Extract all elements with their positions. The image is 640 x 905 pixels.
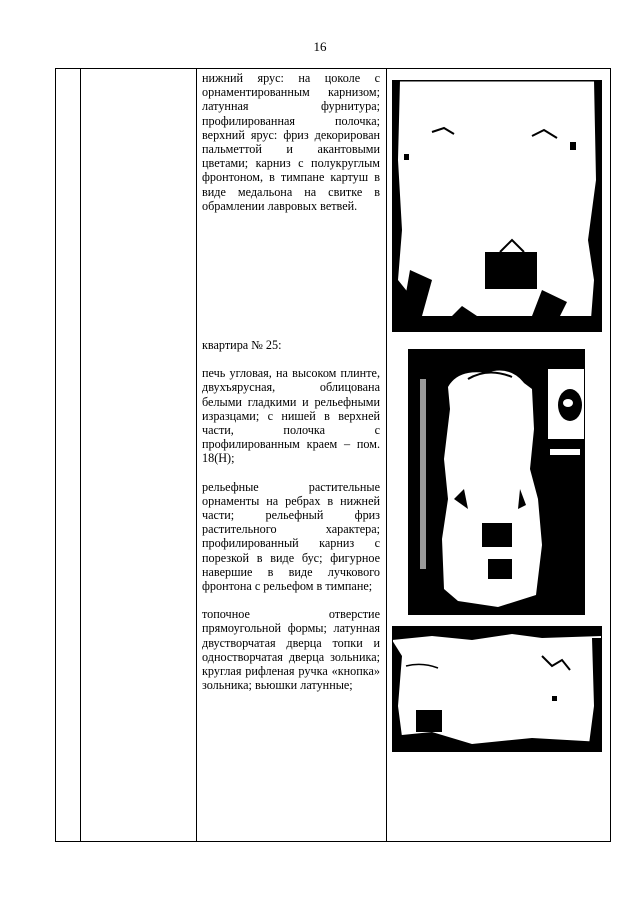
column-divider (386, 68, 387, 842)
description-paragraph: печь угловая, на высоком плинте, двухъярусная, облицована белыми гладкими и рельефными изразцами; с нишей в верхней части, полочка с профилированным краем – пом. 18(Н); (202, 366, 380, 466)
column-divider (80, 68, 81, 842)
description-paragraph: рельефные растительные орнаменты на ребрах в нижней части; рельефный фриз растительного характера; профилированный карниз с порезкой в виде бус; фигурное навершие в виде лучкового фронтона с рельефом в тимпане; (202, 479, 380, 594)
apartment-heading: квартира № 25: (202, 338, 282, 352)
photo-stove-firebox-doors (392, 626, 602, 752)
photo-stove-upper-tier (392, 80, 602, 332)
description-upper-tier (202, 71, 380, 227)
description-paragraph: топочное отверстие прямоугольной формы; латунная двустворчатая дверца топки и одностворчатая дверца зольника; круглая рифленая ручка «кнопка» зольника; вьюшки латунные; (202, 607, 380, 693)
column-divider (196, 68, 197, 842)
description-apartment-25 (202, 338, 380, 706)
page-number: 16 (313, 39, 327, 54)
description-paragraph: нижний ярус: на цоколе с орнаментированным карнизом; латунная фурнитура; профилированная полочка; верхний ярус: фриз декорирован пальметтой и акантовыми цветами; карниз с полукруглым фронтоном, в тимпане картуш в виде медальона на свитке в обрамлении лавровых ветвей. (202, 71, 380, 213)
photo-corner-stove-apt-25 (408, 349, 585, 615)
